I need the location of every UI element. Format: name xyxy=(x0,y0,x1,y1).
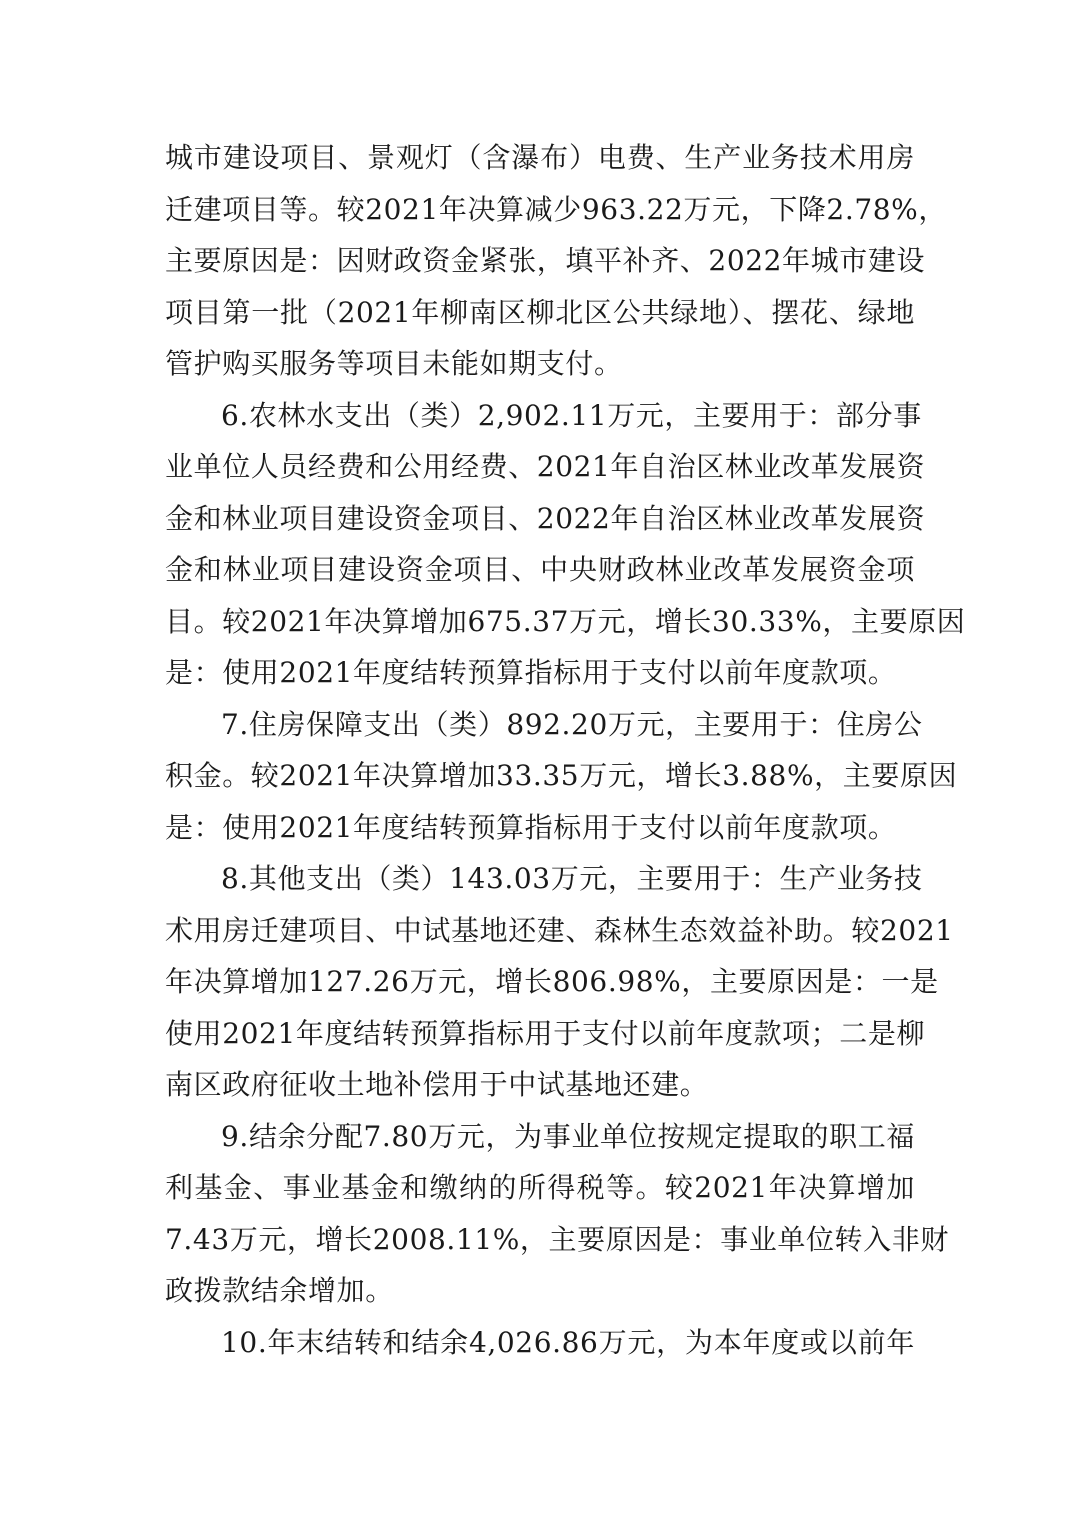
text-line: 主要原因是：因财政资金紧张，填平补齐、2022年城市建设 xyxy=(165,244,926,277)
text-line: 是：使用2021年度结转预算指标用于支付以前年度款项。 xyxy=(165,656,897,689)
paragraph-year-end-balance xyxy=(165,1317,915,1369)
paragraph-housing-security xyxy=(165,699,958,854)
text-line: 目。较2021年决算增加675.37万元，增长30.33%，主要原因 xyxy=(165,604,966,638)
document-page xyxy=(165,132,966,1368)
text-line: 政拨款结余增加。 xyxy=(165,1274,394,1307)
text-line: 业单位人员经费和公用经费、2021年自治区林业改革发展资 xyxy=(165,450,926,483)
text-line: 南区政府征收土地补偿用于中试基地还建。 xyxy=(165,1068,709,1101)
text-line: 城市建设项目、景观灯（含瀑布）电费、生产业务技术用房 xyxy=(165,141,915,174)
paragraph-surplus-distribution xyxy=(165,1111,949,1317)
text-line: 术用房迁建项目、中试基地还建、森林生态效益补助。较2021 xyxy=(165,913,954,947)
text-line: 8.其他支出（类）143.03万元，主要用于：生产业务技 xyxy=(221,862,923,895)
text-line: 项目第一批（2021年柳南区柳北区公共绿地）、摆花、绿地 xyxy=(165,295,915,329)
text-line: 金和林业项目建设资金项目、2022年自治区林业改革发展资 xyxy=(165,501,926,535)
paragraph-urban-construction-continued xyxy=(165,132,947,390)
text-line: 使用2021年度结转预算指标用于支付以前年度款项；二是柳 xyxy=(165,1016,926,1050)
text-line: 迁建项目等。较2021年决算减少963.22万元，下降2.78%， xyxy=(165,192,947,226)
text-line: 7.43万元，增长2008.11%，主要原因是：事业单位转入非财 xyxy=(165,1222,949,1256)
text-line: 管护购买服务等项目未能如期支付。 xyxy=(165,347,623,380)
text-line: 金和林业项目建设资金项目、中央财政林业改革发展资金项 xyxy=(165,553,915,586)
text-line: 积金。较2021年决算增加33.35万元，增长3.88%，主要原因 xyxy=(165,759,958,792)
text-line: 6.农林水支出（类）2,902.11万元，主要用于：部分事 xyxy=(221,398,922,432)
text-line: 10.年末结转和结余4,026.86万元，为本年度或以前年 xyxy=(221,1325,915,1359)
text-line: 9.结余分配7.80万元，为事业单位按规定提取的职工福 xyxy=(221,1119,915,1153)
text-line: 7.住房保障支出（类）892.20万元，主要用于：住房公 xyxy=(221,707,923,741)
text-line: 年决算增加127.26万元，增长806.98%，主要原因是：一是 xyxy=(165,965,939,998)
text-line: 是：使用2021年度结转预算指标用于支付以前年度款项。 xyxy=(165,810,897,844)
text-line: 利基金、事业基金和缴纳的所得税等。较2021年决算增加 xyxy=(165,1171,915,1204)
paragraph-agriculture-forestry-water xyxy=(165,390,966,699)
paragraph-other-expenditure xyxy=(165,853,954,1111)
